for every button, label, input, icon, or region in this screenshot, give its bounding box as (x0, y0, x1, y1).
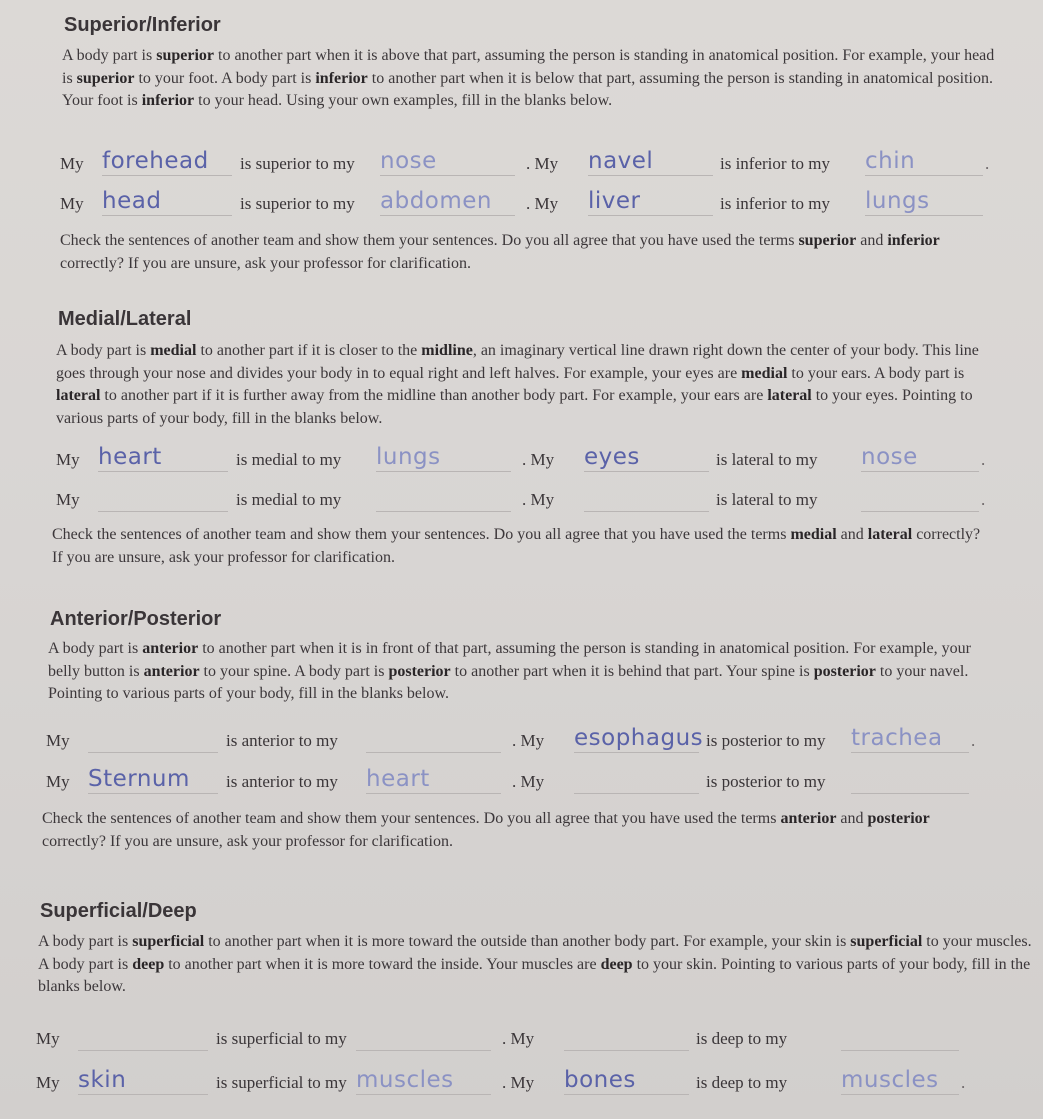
answer-row (46, 725, 1016, 755)
section-title: Medial/Lateral (58, 308, 192, 330)
answer-blank-3[interactable]: navel (588, 148, 713, 176)
paragraph-text: to your ears. A body part is (787, 364, 965, 382)
paragraph-text: A body part is (38, 933, 133, 950)
bold-term: deep (600, 955, 633, 973)
row-label-my: . My (502, 1073, 535, 1092)
row-label-my: My (36, 1073, 60, 1092)
paragraph-text: Check the sentences of another team and show them your sentences. Do you all agree that you have used the terms (42, 810, 781, 827)
section-title: Superficial/Deep (40, 900, 197, 922)
row-end-period: . (971, 731, 976, 750)
answer-blank-1[interactable]: forehead (102, 148, 232, 176)
bold-term: lateral (767, 387, 812, 404)
answer-blank-4[interactable] (841, 1023, 959, 1051)
relation-label: is medial to my (236, 450, 342, 469)
row-label-my: . My (502, 1029, 535, 1048)
answer-blank-3[interactable] (574, 766, 699, 794)
row-label-my: . My (526, 194, 559, 213)
bold-term: anterior (780, 810, 837, 827)
relation-label: is superficial to my (216, 1073, 347, 1092)
paragraph-text: Check the sentences of another team and show them your sentences. Do you all agree that you have used the terms (60, 232, 799, 249)
paragraph-text: correctly? If you are unsure, ask your professor for clarification. (60, 254, 471, 272)
paragraph-text: correctly? If you are unsure, ask your professor for clarification. (42, 832, 453, 850)
paragraph-text: and (856, 232, 888, 249)
answer-blank-3[interactable] (564, 1023, 689, 1051)
answer-blank-2[interactable]: heart (366, 766, 501, 794)
row-label-my: My (56, 450, 80, 469)
check-paragraph (52, 524, 982, 569)
section-paragraph (48, 638, 998, 706)
answer-row (46, 766, 1016, 796)
bold-term: anterior (143, 662, 200, 680)
answer-blank-4[interactable] (861, 484, 979, 512)
paragraph-text: correctly? If you are unsure, ask your professor for clarification. (52, 526, 981, 566)
bold-term: anterior (142, 640, 199, 657)
bold-term: superior (76, 69, 135, 87)
paragraph-text: to your skin. Pointing to various parts of your body, fill in the blanks below. (38, 955, 1031, 995)
row-label-my: My (46, 731, 70, 750)
answer-blank-4[interactable] (851, 766, 969, 794)
section-title: Superior/Inferior (64, 14, 221, 36)
row-label-my: . My (526, 154, 559, 173)
paragraph-text: to your muscles. A body part is (38, 933, 1032, 973)
answer-blank-3[interactable]: esophagus (574, 725, 704, 751)
paragraph-text: Check the sentences of another team and show them your sentences. Do you all agree that you have used the terms (52, 526, 791, 543)
relation-label: is lateral to my (716, 450, 818, 469)
relation-label: is anterior to my (226, 772, 338, 791)
answer-row (56, 484, 1006, 514)
paragraph-text: to your eyes. Pointing to various parts of your body, fill in the blanks below. (56, 387, 973, 427)
row-end-period: . (981, 490, 986, 509)
bold-term: midline (421, 342, 473, 359)
relation-label: is superior to my (240, 194, 355, 213)
bold-term: deep (132, 955, 165, 973)
paragraph-text: to your navel. Pointing to various parts of your body, fill in the blanks below. (48, 662, 969, 702)
paragraph-text: , an imaginary vertical line drawn right down the center of your body. This line goes through your nose and divides your body in to equal right and left halves. For example, your eyes are (56, 342, 979, 382)
row-label-my: My (36, 1029, 60, 1048)
paragraph-text: to another part when it is in front of that part, assuming the person is standing in anatomical position. For example, your belly button is (48, 640, 971, 680)
paragraph-text: to your head. Using your own examples, fill in the blanks below. (194, 92, 613, 109)
bold-term: lateral (867, 526, 913, 543)
answer-blank-4[interactable]: trachea (851, 725, 969, 753)
answer-row (36, 1023, 1036, 1053)
paragraph-text: to your foot. A body part is (134, 69, 316, 87)
bold-term: medial (741, 364, 788, 382)
bold-term: lateral (56, 387, 101, 404)
check-paragraph (60, 230, 980, 275)
answer-row (56, 444, 1006, 474)
row-end-period: . (961, 1073, 966, 1092)
bold-term: superficial (850, 933, 923, 950)
row-end-period: . (981, 450, 986, 469)
bold-term: inferior (315, 69, 368, 87)
section-paragraph (38, 931, 1033, 999)
paragraph-text: to another part if it is closer to the (196, 342, 422, 359)
paragraph-text: and (836, 810, 868, 827)
answer-row (60, 188, 1020, 218)
bold-term: posterior (813, 662, 876, 680)
paragraph-text: to another part when it is more toward the outside than another body part. For example, your skin is (204, 933, 851, 950)
bold-term: inferior (887, 232, 940, 249)
relation-label: is anterior to my (226, 731, 338, 750)
paragraph-text: to another part when it is above that part, assuming the person is standing in anatomical position. For example, your head is (62, 47, 995, 87)
paragraph-text: to another part when it is below that part, assuming the person is standing in anatomical position. Your foot is (62, 69, 993, 109)
row-label-my: My (56, 490, 80, 509)
paragraph-text: to your spine. A body part is (199, 662, 389, 680)
answer-blank-2[interactable]: nose (380, 148, 515, 176)
answer-blank-4[interactable]: nose (861, 444, 979, 472)
answer-blank-4[interactable]: chin (865, 148, 983, 176)
relation-label: is medial to my (236, 490, 342, 509)
answer-blank-1[interactable] (88, 725, 218, 753)
paragraph-text: to another part when it is more toward the inside. Your muscles are (164, 955, 601, 973)
bold-term: superior (798, 232, 857, 249)
bold-term: inferior (141, 92, 195, 109)
row-label-my: My (46, 772, 70, 791)
relation-label: is superior to my (240, 154, 355, 173)
section-paragraph (62, 45, 997, 113)
bold-term: posterior (867, 810, 930, 827)
answer-blank-3[interactable]: liver (588, 188, 713, 216)
bold-term: superior (156, 47, 214, 64)
row-label-my: . My (512, 731, 545, 750)
answer-row (60, 148, 1020, 178)
answer-row (36, 1067, 1036, 1097)
answer-blank-2[interactable]: muscles (356, 1067, 491, 1095)
paragraph-text: A body part is (48, 640, 143, 657)
answer-blank-1[interactable]: heart (98, 444, 228, 472)
answer-blank-4[interactable]: lungs (865, 188, 983, 216)
answer-blank-1[interactable]: head (102, 188, 232, 216)
relation-label: is inferior to my (720, 194, 831, 213)
answer-blank-2[interactable]: abdomen (380, 188, 515, 216)
answer-blank-1[interactable] (98, 484, 228, 512)
paragraph-text: to another part if it is further away from the midline than another body part. For example, your ears are (100, 387, 768, 404)
answer-blank-3[interactable]: eyes (584, 444, 709, 472)
check-paragraph (42, 808, 992, 853)
row-label-my: My (60, 194, 84, 213)
bold-term: superficial (132, 933, 205, 950)
bold-term: medial (150, 342, 197, 359)
answer-blank-2[interactable]: lungs (376, 444, 511, 472)
answer-blank-2[interactable] (376, 484, 511, 512)
row-label-my: . My (522, 450, 555, 469)
relation-label: is posterior to my (706, 731, 826, 750)
paragraph-text: A body part is (62, 47, 157, 64)
relation-label: is deep to my (696, 1029, 788, 1048)
answer-blank-1[interactable] (78, 1023, 208, 1051)
row-label-my: . My (512, 772, 545, 791)
paragraph-text: to another part when it is behind that part. Your spine is (450, 662, 814, 680)
answer-blank-4[interactable]: muscles (841, 1067, 959, 1095)
bold-term: posterior (388, 662, 451, 680)
paragraph-text: A body part is (56, 342, 151, 359)
answer-blank-3[interactable] (584, 484, 709, 512)
paragraph-text: and (836, 526, 868, 543)
bold-term: medial (790, 526, 837, 543)
row-label-my: . My (522, 490, 555, 509)
relation-label: is inferior to my (720, 154, 831, 173)
answer-blank-1[interactable]: Sternum (88, 766, 218, 794)
answer-blank-2[interactable] (356, 1023, 491, 1051)
answer-blank-3[interactable]: bones (564, 1067, 689, 1095)
answer-blank-1[interactable]: skin (78, 1067, 208, 1095)
section-title: Anterior/Posterior (50, 608, 222, 630)
row-end-period: . (985, 154, 990, 173)
relation-label: is posterior to my (706, 772, 826, 791)
row-label-my: My (60, 154, 84, 173)
relation-label: is lateral to my (716, 490, 818, 509)
relation-label: is superficial to my (216, 1029, 347, 1048)
section-paragraph (56, 340, 1006, 430)
relation-label: is deep to my (696, 1073, 788, 1092)
answer-blank-2[interactable] (366, 725, 501, 753)
